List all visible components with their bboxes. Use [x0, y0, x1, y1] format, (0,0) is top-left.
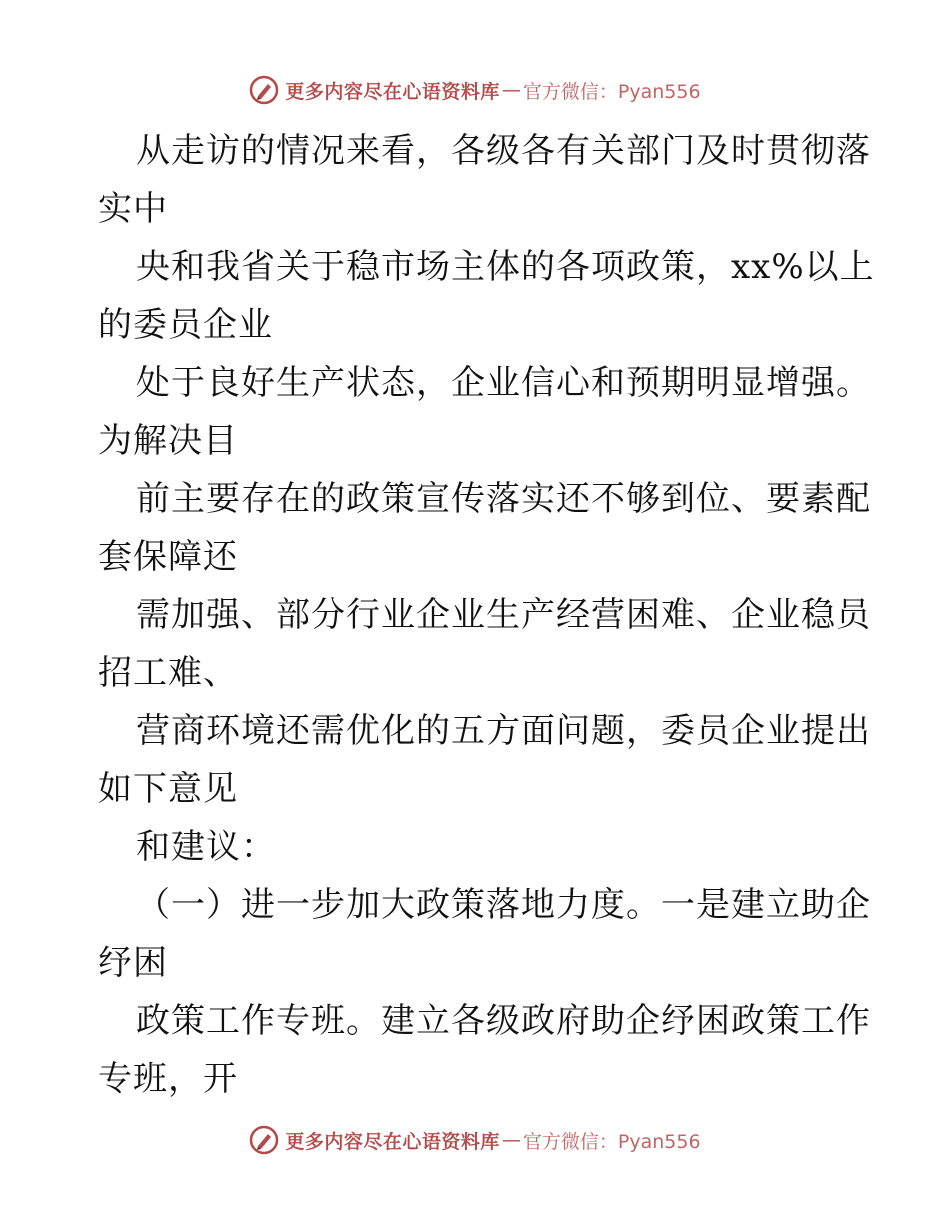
- body-line: 从走访的情况来看，各级各有关部门及时贯彻落: [136, 131, 871, 171]
- body-line: 招工难、: [98, 653, 238, 693]
- body-line: 如下意见: [98, 769, 238, 809]
- body-line: 需加强、部分行业企业生产经营困难、企业稳员: [136, 595, 871, 635]
- body-line: 为解决目: [98, 421, 238, 461]
- body-line: 实中: [98, 189, 168, 229]
- body-line: 的委员企业: [98, 305, 273, 345]
- watermark-separator: —: [501, 1129, 521, 1151]
- body-line: 营商环境还需优化的五方面问题，委员企业提出: [136, 711, 871, 751]
- body-line: 处于良好生产状态，企业信心和预期明显增强。: [136, 363, 871, 403]
- body-line: （一）进一步加大政策落地力度。一是建立助企: [136, 885, 871, 925]
- body-line: 政策工作专班。建立各级政府助企纾困政策工作: [136, 1001, 871, 1041]
- watermark-separator: —: [501, 79, 521, 101]
- body-line: 前主要存在的政策宣传落实还不够到位、要素配: [136, 479, 871, 519]
- header-watermark: [0, 70, 950, 110]
- document-body: [98, 122, 875, 1108]
- body-line: 央和我省关于稳市场主体的各项政策，xx%以上: [136, 247, 875, 287]
- body-line: 和建议：: [136, 827, 276, 867]
- watermark-brand-text: 更多内容尽在心语资料库: [285, 80, 500, 103]
- footer-watermark: [0, 1120, 950, 1160]
- body-line: 套保障还: [98, 537, 238, 577]
- pen-logo-icon: [249, 1125, 279, 1155]
- body-line: 纾困: [98, 943, 168, 983]
- watermark-brand-text: 更多内容尽在心语资料库: [285, 1130, 500, 1153]
- pen-logo-icon: [249, 75, 279, 105]
- watermark-wechat-text: 官方微信：Pyan556: [522, 80, 701, 103]
- watermark-wechat-text: 官方微信：Pyan556: [522, 1130, 701, 1153]
- body-line: 专班，开: [98, 1059, 238, 1099]
